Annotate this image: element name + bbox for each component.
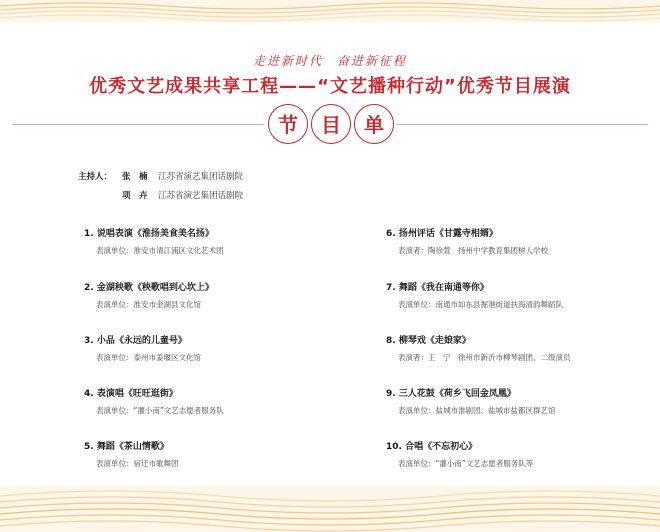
banner-char: 目 <box>311 104 351 144</box>
program-title: 7. 舞蹈《我在南通等你》 <box>386 283 489 293</box>
host-name: 张 楠 <box>122 172 148 182</box>
divider-left <box>12 124 264 125</box>
program-performer: 表演单位：宿迁市歌舞团 <box>96 459 179 468</box>
program-performer: 表演单位：“灌小南”文艺志愿者服务队 <box>96 406 224 415</box>
program-performer: 表演单位：淮安市金湖县文化馆 <box>96 300 201 309</box>
program-item <box>84 226 344 256</box>
program-performer: 表演单位：南通市如东县掘港街道扶海清韵舞蹈队 <box>398 300 563 309</box>
program-item <box>84 280 344 310</box>
program-performer: 表演者：陶徐萱 扬州中学教育集团树人学校 <box>398 246 548 255</box>
program-item <box>386 386 646 416</box>
hosts-block <box>78 168 243 206</box>
bottom-wave-decoration <box>0 486 660 532</box>
program-item <box>84 333 344 363</box>
program-item <box>84 386 344 416</box>
program-item <box>84 439 344 469</box>
host-org: 江苏省演艺集团话剧院 <box>158 172 244 182</box>
program-item <box>386 226 646 256</box>
program-performer: 表演单位：淮安市清江浦区文化艺术团 <box>96 246 224 255</box>
host-row <box>78 168 243 187</box>
program-title: 9. 三人花鼓《荷乡飞回金凤凰》 <box>386 389 516 399</box>
slogan: 走进新时代 奋进新征程 <box>252 54 407 68</box>
host-row <box>78 187 243 206</box>
banner-char: 单 <box>354 104 394 144</box>
program-list-banner <box>268 104 394 144</box>
divider-right <box>396 124 648 125</box>
program-performer: 表演单位：“灌小南”文艺志愿者服务队等 <box>398 459 534 468</box>
page-title: 优秀文艺成果共享工程——“文艺播种行动”优秀节目展演 <box>89 76 571 97</box>
program-item <box>386 439 646 469</box>
program-item <box>386 280 646 310</box>
host-name: 项 卉 <box>122 191 148 201</box>
top-wave-decoration <box>0 0 660 22</box>
host-org: 江苏省演艺集团话剧院 <box>158 191 244 201</box>
program-item <box>386 333 646 363</box>
hosts-label: 主持人： <box>78 172 113 182</box>
program-title: 5. 舞蹈《茶山情歌》 <box>84 442 169 452</box>
banner-char: 节 <box>268 104 308 144</box>
program-title: 1. 说唱表演《淮扬美食美名扬》 <box>84 229 214 239</box>
program-title: 2. 金湖秧歌《秧歌唱到心坎上》 <box>84 283 214 293</box>
program-performer: 表演单位：盐城市淮剧团、盐城市盐都区群艺馆 <box>398 406 556 415</box>
program-title: 10. 合唱《不忘初心》 <box>386 442 478 452</box>
program-title: 3. 小品《永远的儿童号》 <box>84 336 187 346</box>
program-title: 8. 柳琴戏《走娘家》 <box>386 336 471 346</box>
program-performer: 表演者：王 宁 徐州市新沂市柳琴剧团、二级演员 <box>398 353 571 362</box>
program-performer: 表演单位：泰州市姜堰区文化馆 <box>96 353 201 362</box>
program-title: 6. 扬州评话《甘露寺相婿》 <box>386 229 498 239</box>
program-title: 4. 表演唱《旺旺逛街》 <box>84 389 178 399</box>
